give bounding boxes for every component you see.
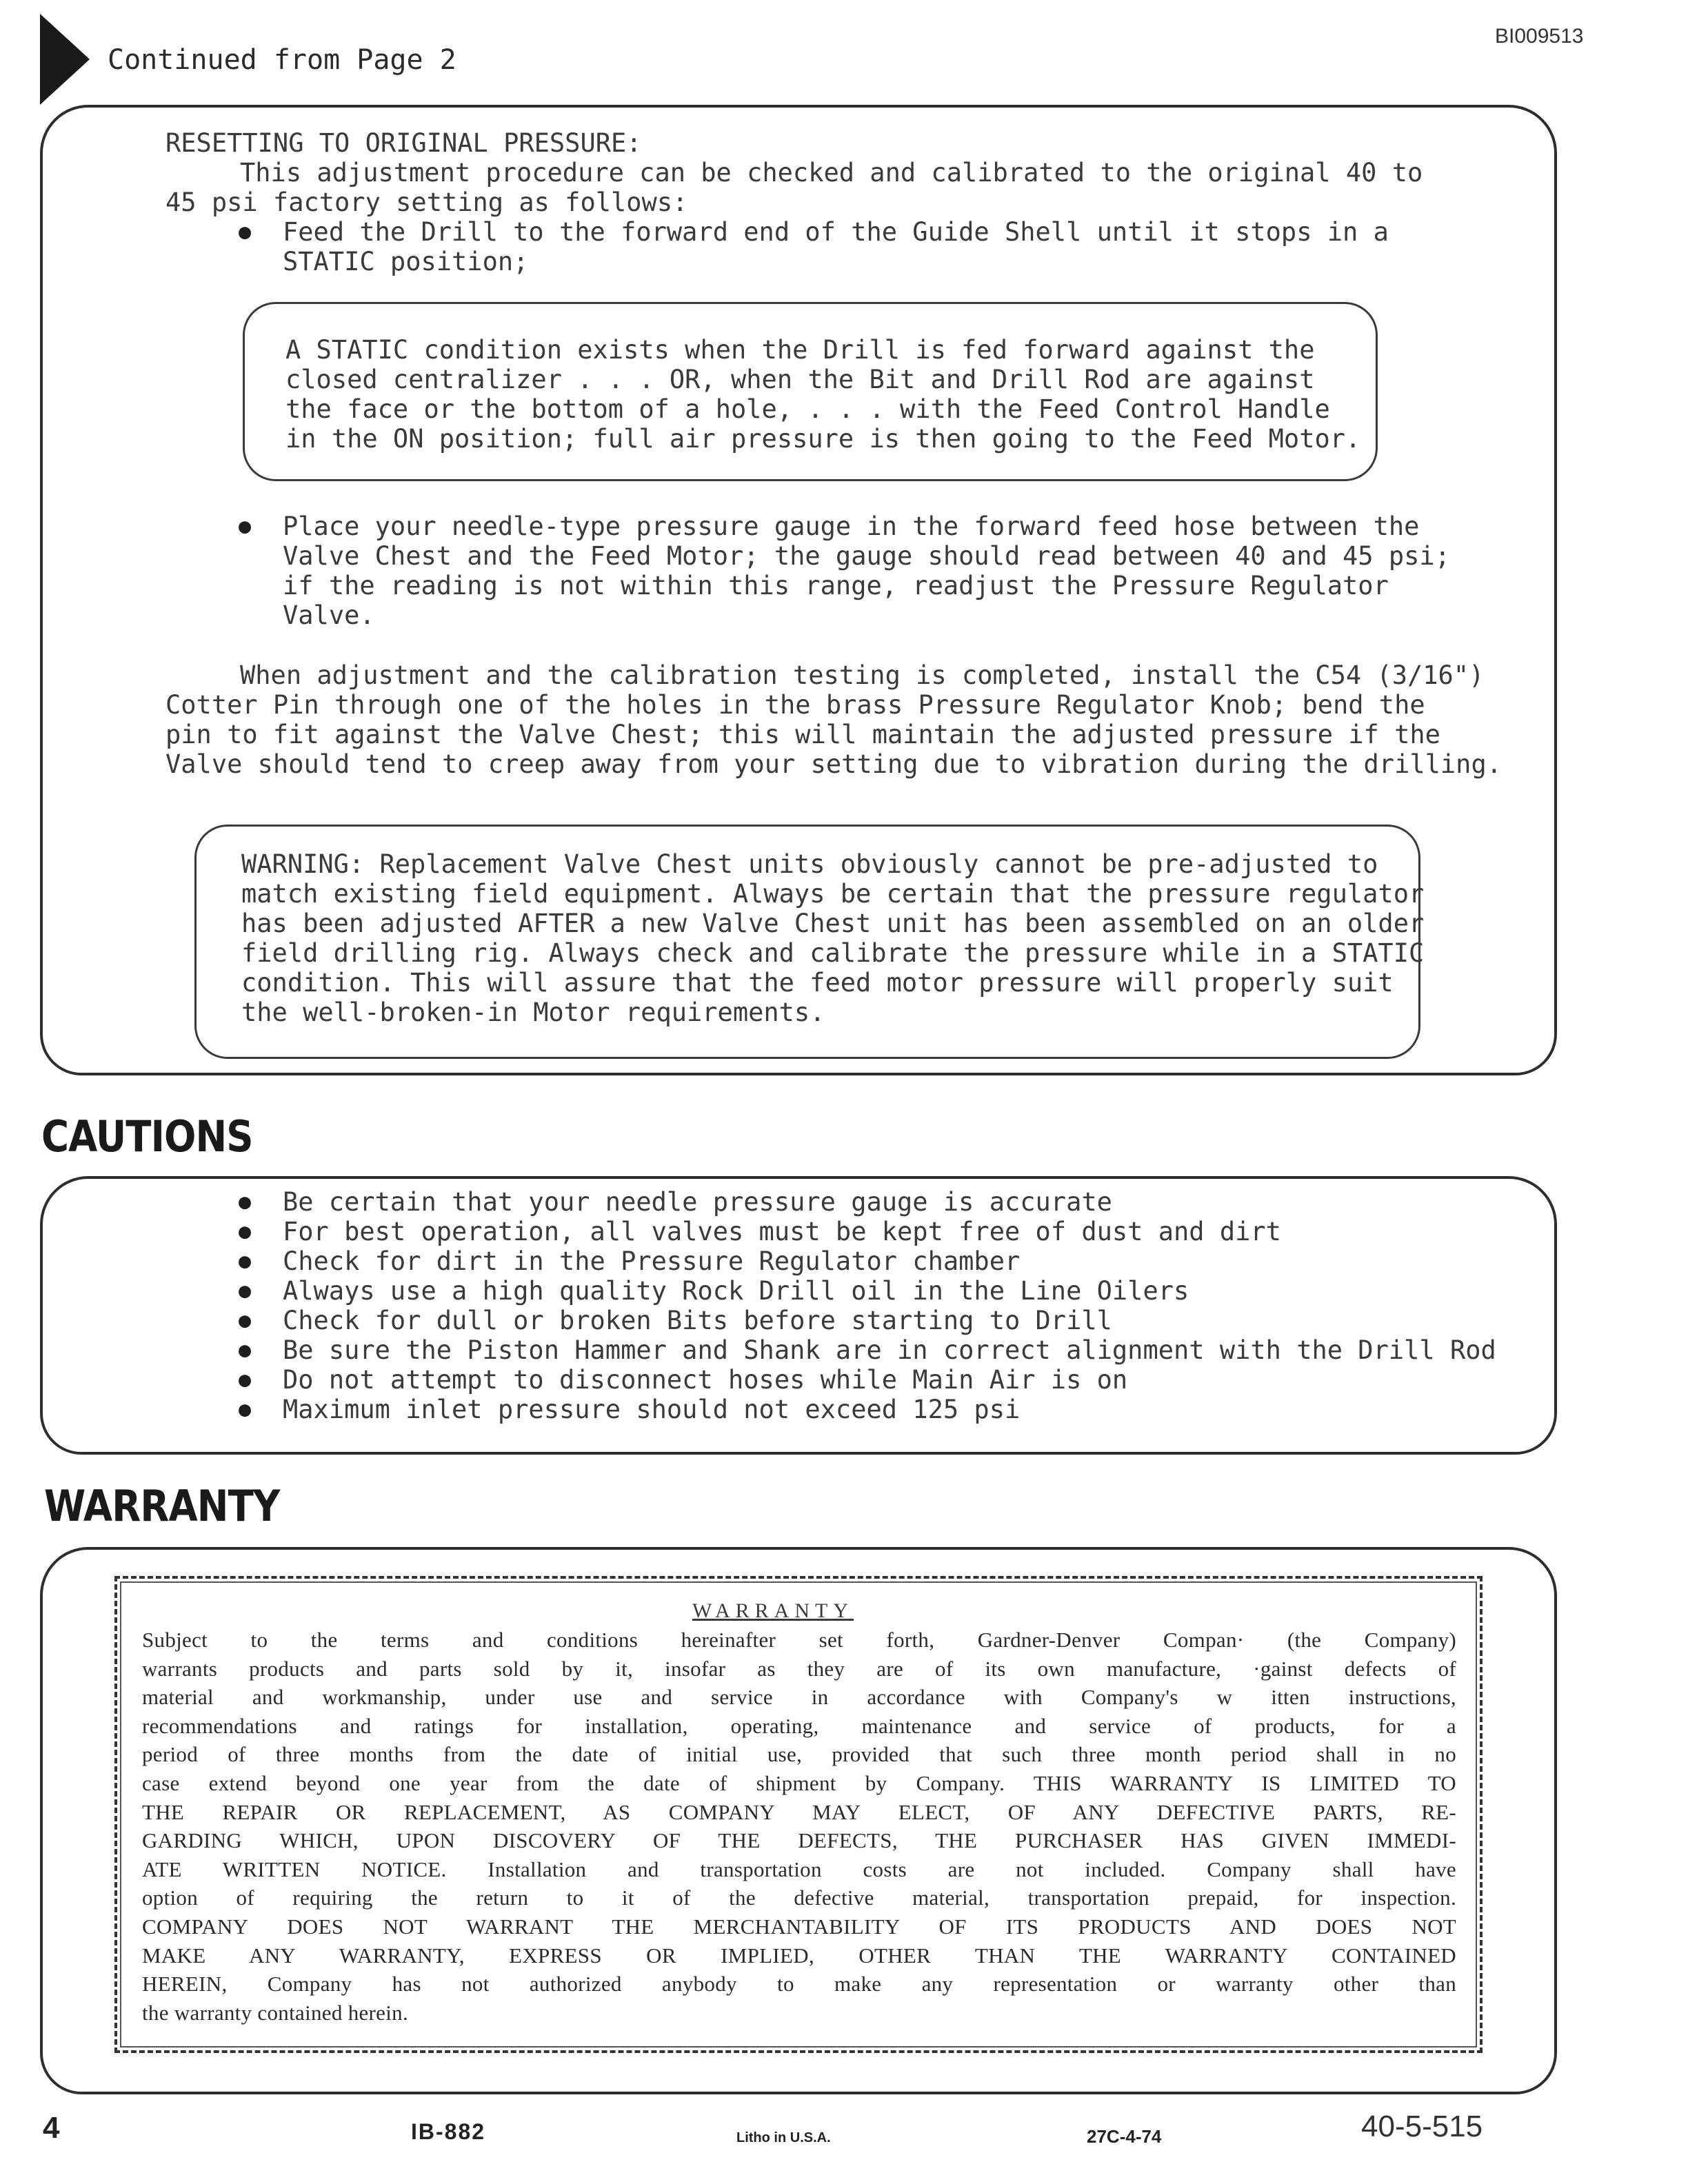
page-number: 4 [43,2111,60,2145]
static-condition-text: A STATIC condition exists when the Drill is fed forward against the closed centralizer . . . OR, when the Bit and Drill Rod are against the face or the bottom of a hole, . . . with the Feed Control Handle in the ON position; full air pressure is then going to the Feed Motor. [285,335,1361,454]
list-item: ● Be sure the Piston Hammer and Shank are in correct alignment with the Drill Rod [239,1335,1496,1365]
cautions-heading: CAUTIONS [41,1111,253,1162]
intro-line: 45 psi factory setting as follows: [165,188,688,217]
warning-text: WARNING: Replacement Valve Chest units obviously cannot be pre-adjusted to match existing field equipment. Always be certain that the pressure regulator has been adjusted AFTER a new Valve Chest unit has been assembled on an older field drilling rig. Always check and calibrate the pressure while in a STATIC condition. This will assure that the feed motor pressure will properly suit the well-broken-in Motor requirements. [241,849,1425,1027]
list-item: ● Feed the Drill to the forward end of the Guide Shell until it stops in a STATIC position; [239,217,1389,276]
cautions-list [239,1187,1496,1424]
completion-paragraph: When adjustment and the calibration testing is completed, install the C54 (3/16") Cotter Pin through one of the holes in the brass Pressure Regulator Knob; bend the pin to fit against the Valve Chest; this will maintain the adjusted pressure if the Valve should tend to creep away from your setting due to vibration during the drilling. [165,660,1503,779]
continued-label: Continued from Page 2 [108,44,456,76]
continued-arrow-icon [40,14,90,105]
list-item: ● Maximum inlet pressure should not exceed 125 psi [239,1395,1496,1424]
date-code: 27C-4-74 [1087,2126,1162,2147]
part-number: 40-5-515 [1361,2110,1483,2143]
warranty-heading: WARRANTY [44,1481,280,1531]
list-item: ● Be certain that your needle pressure gauge is accurate [239,1187,1496,1217]
list-item: ● For best operation, all valves must be kept free of dust and dirt [239,1217,1496,1246]
list-item: ● Place your needle-type pressure gauge in the forward feed hose between the Valve Chest and the Feed Motor; the gauge should read between 40 and 45 psi; if the reading is not within this range, readjust the Pressure Regulator Valve. [239,512,1450,630]
list-item: ● Check for dull or broken Bits before starting to Drill [239,1306,1496,1335]
bullet-feed-drill [239,217,1389,276]
document-code: BI009513 [1495,25,1584,48]
resetting-title: RESETTING TO ORIGINAL PRESSURE: [165,128,642,158]
list-item: ● Do not attempt to disconnect hoses while Main Air is on [239,1365,1496,1395]
warranty-text: Subject to the terms and conditions hereinafter set forth, Gardner-Denver Compan· (the Company) warrants products and parts sold by it, insofar as they are of its own manufacture, ·gainst defects of material and workmanship, under use and service in accordance with Company's w itten instructions, recommendations and ratings for installation, operating, maintenance and service of products, for a period of three months from the date of initial use, provided that such three month period shall in no case extend beyond one year from the date of shipment by Company. THIS WARRANTY IS LIMITED TO THE REPAIR OR REPLACEMENT, AS COMPANY MAY ELECT, OF ANY DEFECTIVE PARTS, RE- GARDING WHICH, UPON DISCOVERY OF THE DEFECTS, THE PURCHASER HAS GIVEN IMMEDI- ATE WRITTEN NOTICE. Installation and transportation costs are not included. Company shall have option of requiring the return to it of the defective material, transportation prepaid, for inspection. COMPANY DOES NOT WARRANT THE MERCHANTABILITY OF ITS PRODUCTS AND DOES NOT MAKE ANY WARRANTY, EXPRESS OR IMPLIED, OTHER THAN THE WARRANTY CONTAINED HEREIN, Company has not authorized anybody to make any representation or warranty other than the warranty contained herein. [142,1628,1456,2025]
warranty-box-title: WARRANTY [692,1599,854,1622]
bullet-pressure-gauge [239,512,1450,630]
litho-note: Litho in U.S.A. [736,2130,831,2145]
list-item: ● Always use a high quality Rock Drill oil in the Line Oilers [239,1276,1496,1306]
intro-line: This adjustment procedure can be checked and calibrated to the original 40 to [240,158,1423,188]
list-item: ● Check for dirt in the Pressure Regulator chamber [239,1246,1496,1276]
resetting-intro [165,158,1423,217]
form-number: IB-882 [411,2119,486,2144]
